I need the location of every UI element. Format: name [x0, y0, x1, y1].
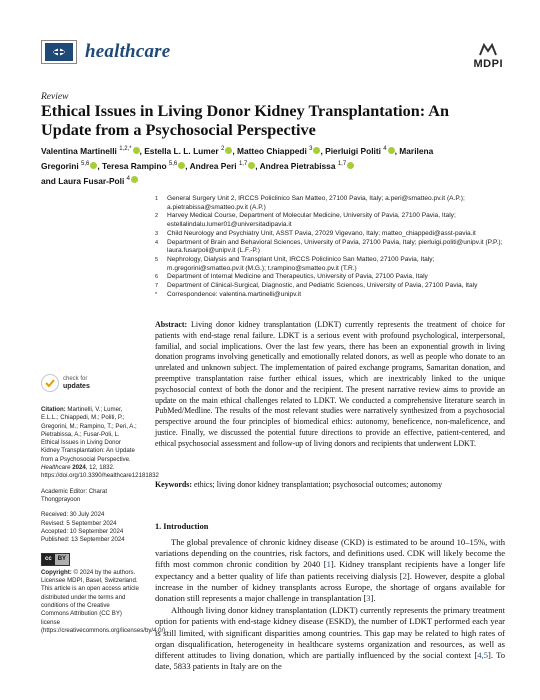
affiliation-item — [155, 230, 505, 239]
received-date: Received: 30 July 2024 — [41, 511, 105, 519]
paragraph — [155, 537, 505, 604]
mdpi-logo-icon — [478, 43, 498, 57]
paragraph-text: ]. To date, 5833 patients in Italy are on the — [155, 650, 505, 672]
publisher-name: MDPI — [473, 58, 503, 70]
author-name[interactable]: Pierluigi Politi — [325, 145, 381, 156]
citation-doi[interactable]: , 12, 1832. https://doi.org/10.3390/healthcare12181832 — [41, 464, 159, 480]
affiliation-number: 4 — [155, 239, 159, 246]
orcid-icon[interactable] — [178, 162, 185, 169]
citation-year: 2024 — [72, 464, 86, 472]
affiliation-text: Harvey Medical Course, Department of Molecular Medicine, University of Pavia, 27100 Pavia, Italy; estellalindalu.lumer01@universitadipavia.it — [167, 212, 456, 229]
author-name[interactable]: Laura Fusar-Poli — [58, 175, 125, 186]
history-dates — [41, 511, 139, 544]
affiliation-number: 5 — [155, 256, 159, 263]
article-title: Ethical Issues in Living Donor Kidney Transplantation: An Update from a Psychosocial Perspective — [41, 102, 449, 139]
affiliation-item — [155, 212, 505, 229]
paragraph — [155, 605, 505, 672]
abstract — [155, 320, 505, 450]
author-affiliation-sup: 1,7 — [238, 160, 248, 167]
author-affiliation-sup: 1,2,* — [119, 146, 132, 152]
author-list: Valentina Martinelli $^{1,2,*}$ , Estella L. L. Lumer $^2$ , Matteo Chiappedi $^3$ , Pierluigi Politi $^4$ , Marilena Gregorini $^{5,6}$ , Teresa Rampino $^{5,6}$ , Andrea Peri $^{1,7}$ , Andrea Pietrabissa $^{1,7}$ and Laura Fusar-Poli $^4$ — [41, 145, 434, 186]
orcid-icon[interactable] — [131, 176, 138, 183]
affiliation-text: Department of Clinical-Surgical, Diagnostic, and Pediatric Sciences, University of Pavia, 27100 Pavia, Italy — [167, 282, 478, 290]
affiliation-item — [155, 239, 505, 256]
copyright-label: Copyright: — [41, 568, 72, 576]
paragraph-text: The global prevalence of chronic kidney disease (CKD) is estimated to be around 10–15%, with variations depending on the countries, risk factors, and definitions used. CDK will likely become the fifth most common chronic condition by 2040 [ — [155, 537, 505, 570]
author-name[interactable]: Teresa Rampino — [102, 160, 167, 171]
author-affiliation-sup: 5,6 — [168, 160, 178, 167]
copyright-block — [41, 568, 167, 635]
affiliation-item — [155, 256, 505, 273]
author-name[interactable]: Andrea Peri — [189, 160, 237, 171]
affiliation-list — [155, 195, 505, 299]
orcid-icon[interactable] — [225, 147, 232, 154]
affiliation-text: Child Neurology and Psychiatry Unit, ASST Pavia, 27029 Vigevano, Italy; matteo_chiappedi@asst-pavia.it — [167, 229, 476, 237]
affiliation-number: 1 — [155, 196, 159, 202]
revised-date: Revised: 5 September 2024 — [41, 519, 117, 527]
journal-logo[interactable] — [41, 40, 170, 64]
affiliation-item — [155, 282, 505, 291]
affiliation-number: 7 — [155, 283, 159, 290]
citation-link[interactable]: 1 — [326, 559, 331, 570]
author-name[interactable]: Estella L. L. Lumer — [144, 145, 219, 156]
affiliation-text: Department of Internal Medicine and Therapeutics, University of Pavia, 27100 Pavia, Italy — [167, 273, 428, 281]
affiliation-number: 6 — [155, 274, 159, 281]
citation-block — [41, 406, 159, 481]
orcid-icon[interactable] — [388, 147, 395, 154]
affiliation-text: General Surgery Unit 2, IRCCS Policlinico San Matteo, 27100 Pavia, Italy; a.peri@smatteo.pv.it (A.P.); a.pietrabissa@smatteo.pv.it (A.P.) — [167, 195, 465, 211]
introduction-body — [155, 537, 505, 673]
author-affiliation-sup: 3 — [309, 146, 313, 152]
orcid-icon[interactable] — [313, 147, 320, 154]
check-updates-text — [63, 376, 90, 391]
keywords-text: ethics; living donor kidney transplantation; psychosocial outcomes; autonomy — [194, 480, 443, 489]
affiliation-number: 2 — [155, 213, 159, 220]
correspondence-text: Correspondence: valentina.martinelli@unipv.it — [167, 290, 302, 298]
citation-link[interactable]: 3 — [366, 593, 371, 604]
affiliation-number: 3 — [155, 230, 159, 237]
author-affiliation-sup: 5,6 — [81, 160, 90, 167]
affiliation-item — [155, 291, 505, 300]
article-type: Review — [41, 92, 69, 102]
citation-link[interactable]: 4,5 — [477, 650, 488, 661]
check-updates-icon — [41, 374, 59, 392]
cc-by-license-badge[interactable] — [41, 553, 70, 565]
author-affiliation-sup: 4 — [126, 175, 130, 182]
keywords — [155, 480, 505, 491]
abstract-label: Abstract: — [155, 320, 188, 329]
paragraph-text: Although living donor kidney transplantation (LDKT) currently represents the primary treatment option for patients with end-stage kidney disease (ESKD), the number of LDKT performed each year is still limited, with significant disparities among countries. This gap may be related to high rates of organ disqualification, heterogeneity in healthcare systems organization and resources, as well as different attitudes to living donation, which are partially influenced by the social context [ — [155, 605, 505, 661]
author-name[interactable]: Andrea Pietrabissa — [259, 160, 336, 171]
orcid-icon[interactable] — [248, 162, 255, 169]
author-affiliation-sup: 2 — [221, 146, 225, 152]
copyright-text: © 2024 by the authors. Licensee MDPI, Basel, Switzerland. This article is an open access article distributed under the terms and conditions of the Creative Commons Attribution (CC BY) license (https://creativecommons.org/licenses/by/4.0/). — [41, 568, 167, 634]
cc-icon: cc — [42, 554, 55, 564]
citation-journal: Healthcare — [41, 464, 71, 472]
journal-emblem-icon — [41, 40, 77, 64]
publisher-logo[interactable] — [474, 43, 504, 70]
section-heading-introduction: 1. Introduction — [155, 522, 209, 531]
published-date: Published: 13 September 2024 — [41, 536, 125, 544]
paragraph-text: ]. Kidney transplant recipients have a longer life expectancy and a better quality of life than patients receiving dialysis [ — [155, 559, 505, 581]
accepted-date: Accepted: 10 September 2024 — [41, 527, 124, 535]
journal-header — [41, 38, 503, 78]
citation-link[interactable]: 2 — [402, 570, 407, 581]
orcid-icon[interactable] — [133, 147, 140, 154]
by-icon: BY — [55, 554, 69, 564]
affiliation-text: Nephrology, Dialysis and Transplant Unit, IRCCS Policlinico San Matteo, 27100 Pavia, Italy; m.gregorini@smatteo.pv.it (M.G.); t.rampino@smatteo.pv.it (T.R.) — [167, 255, 435, 272]
paragraph-text: ]. However, despite a global increase in the number of kidney transplants across Europe, the shortage of organs available for donation still represents a major challenge in transplantation [ — [155, 570, 506, 604]
paragraph-text: ]. — [370, 593, 376, 604]
article-sidebar — [41, 374, 167, 642]
academic-editor: Academic Editor: Charat Thongprayoon — [41, 487, 108, 503]
citation-text: Martinelli, V.; Lumer, E.L.L.; Chiappedi, M.; Politi, P.; Gregorini, M.; Rampino, T.; Peri, A.; Pietrabissa, A.; Fusar-Poli, L. Ethical Issues in Living Donor Kidney Transplantation: An Update from a Psychosocial Perspective. — [41, 406, 137, 463]
orcid-icon[interactable] — [347, 162, 354, 169]
affiliation-text: Department of Brain and Behavioral Sciences, University of Pavia, 27100 Pavia, Italy; pierluigi.politi@unipv.it (P.P.); laura.fusarpoli@unipv.it (L.F.-P.) — [167, 238, 503, 255]
check-updates-line2: updates — [63, 382, 90, 390]
affiliation-item — [155, 273, 505, 282]
author-name[interactable]: Valentina Martinelli — [41, 145, 117, 156]
check-for-updates-button[interactable] — [41, 374, 139, 392]
affiliation-item — [155, 195, 505, 212]
author-affiliation-sup: 1,7 — [337, 160, 347, 167]
check-updates-line1: check for — [63, 375, 88, 382]
keywords-label: Keywords: — [155, 480, 193, 489]
abstract-text: Living donor kidney transplantation (LDKT) currently represents the treatment of choice for patients with end-stage renal failure. LDKT is a serious event with profound psychological, interpersonal, familial, and social implications. Over the last few years, there has been an exponential growth in living donation programs involving genetically and emotionally related donors, as well as people who donate to an unrelated and unknown subject. The implementation of paired exchange programs, Samaritan donation, and preemptive transplantation raise further ethical issues, which are inextricably linked to the unique psychosocial context of both the donor and the recipient. The present narrative review aims to provide an update on the main ethical challenges related to LDKT. We conducted a comprehensive literature search in PubMed/Medline. The results of the most relevant studies were narratively synthesized from a psychosocial perspective around the four principles of biomedical ethics: autonomy, beneficence, non-maleficence, and justice. Finally, we discussed the potential future directions to provide an effective, patient-centered, and ethical psychosocial assessment and follow-up of living donors and recipients that underwent LDKT. — [155, 320, 506, 448]
author-name[interactable]: Marilena Gregorini — [41, 145, 434, 171]
orcid-icon[interactable] — [90, 162, 97, 169]
citation-label: Citation: — [41, 406, 66, 413]
author-affiliation-sup: 4 — [383, 146, 387, 152]
affiliation-number: * — [155, 291, 158, 298]
authors-conjunction: and — [41, 175, 56, 186]
author-name[interactable]: Matteo Chiappedi — [237, 145, 307, 156]
journal-name: healthcare — [85, 41, 171, 62]
